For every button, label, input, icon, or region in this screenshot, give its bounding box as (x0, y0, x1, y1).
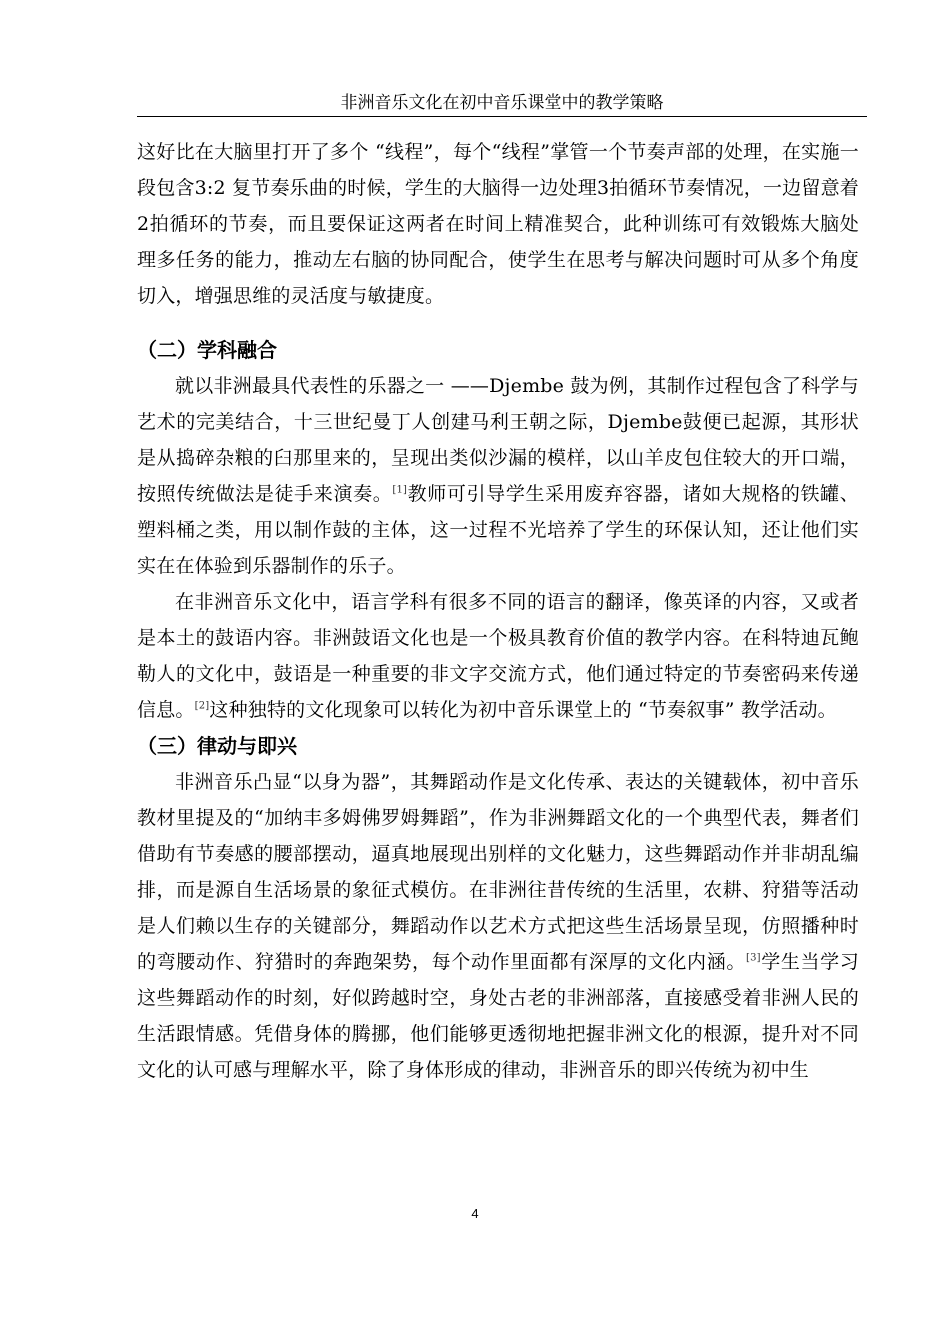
citation-3[interactable]: [3] (746, 952, 761, 964)
citation-2[interactable]: [2] (194, 700, 210, 712)
document-body (137, 134, 859, 1088)
paragraph-drum-language-text-2: 这种独特的文化现象可以转化为初中音乐课堂上的 “节奏叙事” 教学活动。 (209, 699, 837, 721)
paragraph-drum-language-text-1: 在非洲音乐文化中，语言学科有很多不同的语言的翻译，像英译的内容，又或者是本土的鼓语内容。非洲鼓语文化也是一个极具教育价值的教学内容。在科特迪瓦鲍勒人的文化中，鼓语是一种重要的非文字交流方式，他们通过特定的节奏密码来传递信息。 (137, 591, 859, 721)
paragraph-djembe (137, 368, 859, 584)
paragraph-djembe-text-1: 就以非洲最具代表性的乐器之一 ——Djembe 鼓为例，其制作过程包含了科学与艺术的完美结合，十三世纪曼丁人创建马利王朝之际，Djembe鼓便已起源，其形状是从捣碎杂粮的臼那里来的，呈现出类似沙漏的模样，以山羊皮包住较大的开口端，按照传统做法是徒手来演奏。 (137, 375, 859, 505)
paragraph-threads: 这好比在大脑里打开了多个 “线程”，每个“线程”掌管一个节奏声部的处理，在实施一段包含3:2 复节奏乐曲的时候，学生的大脑得一边处理3拍循环节奏情况，一边留意着2拍循环的节奏，而且要保证这两者在时间上精准契合，此种训练可有效锻炼大脑处理多任务的能力，推动左右脑的协同配合，使学生在思考与解决问题时可从多个角度切入，增强思维的灵活度与敏捷度。 (137, 141, 859, 307)
paragraph-djembe-text-2: 教师可引导学生采用废弃容器，诸如大规格的铁罐、塑料桶之类，用以制作鼓的主体，这一过程不光培养了学生的环保认知，还让他们实实在在体验到乐器制作的乐子。 (137, 483, 859, 577)
paragraph-dance-text-2: 学生当学习这些舞蹈动作的时刻，好似跨越时空，身处古老的非洲部落，直接感受着非洲人民的生活跟情感。凭借身体的腾挪，他们能够更透彻地把握非洲文化的根源，提升对不同文化的认可感与理解水平，除了身体形成的律动，非洲音乐的即兴传统为初中生 (137, 951, 859, 1081)
page-header-title: 非洲音乐文化在初中音乐课堂中的教学策略 (340, 93, 664, 113)
page-number: 4 (471, 1206, 479, 1221)
paragraph-dance (137, 764, 859, 1088)
section-heading-rhythm-improvisation: （三）律动与即兴 (137, 734, 297, 758)
section-heading-interdisciplinary: （二）学科融合 (137, 338, 277, 362)
paragraph-drum-language (137, 584, 859, 728)
header-divider (137, 116, 867, 117)
citation-1[interactable]: [1] (392, 484, 408, 496)
paragraph-dance-text-1: 非洲音乐凸显“以身为器”，其舞蹈动作是文化传承、表达的关键载体，初中音乐教材里提及的“加纳丰多姆佛罗姆舞蹈”，作为非洲舞蹈文化的一个典型代表，舞者们借助有节奏感的腰部摆动，逼真地展现出别样的文化魅力，这些舞蹈动作并非胡乱编排，而是源自生活场景的象征式模仿。在非洲往昔传统的生活里，农耕、狩猎等活动是人们赖以生存的关键部分，舞蹈动作以艺术方式把这些生活场景呈现，仿照播种时的弯腰动作、狩猎时的奔跑架势，每个动作里面都有深厚的文化内涵。 (137, 771, 859, 973)
